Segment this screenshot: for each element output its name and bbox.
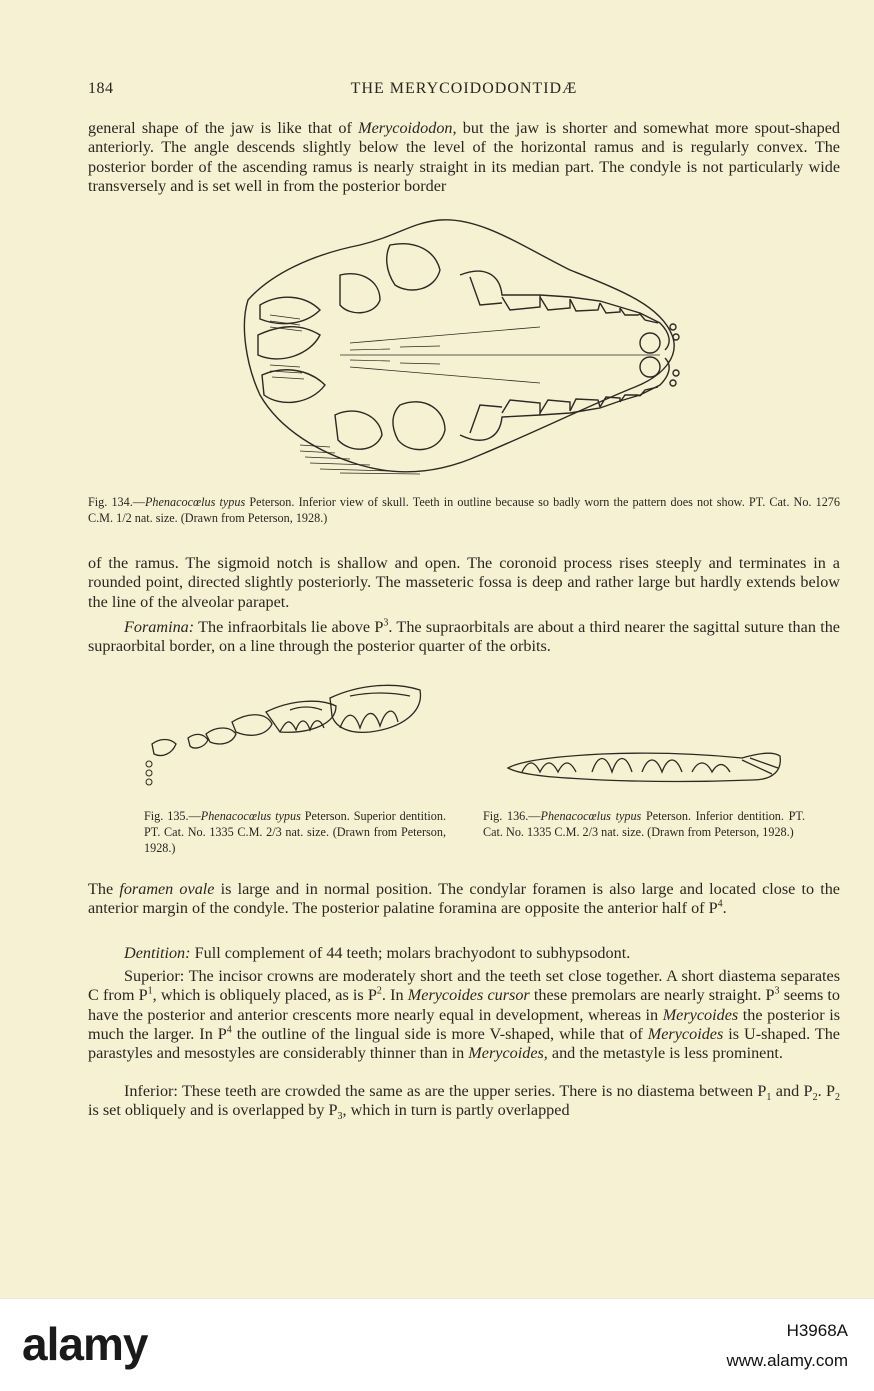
subscript: 2 <box>812 1092 818 1104</box>
paragraph-foramen-ovale <box>88 880 840 919</box>
superscript: 1 <box>147 985 153 997</box>
text-span: the posterior is much the larger. In P <box>88 1005 840 1043</box>
alamy-logo: alamy <box>22 1318 148 1370</box>
species-name: Phenacocœlus typus <box>540 809 642 823</box>
image-id: H3968A <box>786 1321 848 1340</box>
caption-text: Peterson. Inferior view of skull. Teeth in outline because so badly worn the pattern does not show. PT. Cat. No. 1276 C.M. 1/2 nat. size. (Drawn from Peterson, 1928.) <box>88 495 840 525</box>
subscript: 2 <box>835 1092 840 1104</box>
figure-135-caption <box>144 808 446 856</box>
skull-inferior-view-figure <box>240 215 680 480</box>
figure-label: Fig. 135.— <box>144 809 201 823</box>
text-span: and the metastyle is less prominent. <box>547 1044 783 1063</box>
text-span: but the jaw is shorter and somewhat more spout-shaped anteriorly. The angle descends slightly below the level of the horizontal ramus and is regularly convex. The posterior border of the ascending ramus is nearly straight in its median part. The condyle is not particularly wide transversely and is set well in from the posterior border <box>88 119 840 195</box>
genus-name: Merycoidodon, <box>358 119 457 137</box>
text-span: The infraorbitals lie above P <box>194 618 384 636</box>
superior-dentition-figure <box>140 672 430 790</box>
term: foramen ovale <box>119 880 215 898</box>
text-span: , which in turn is partly overlapped <box>342 1101 570 1120</box>
species-name: Phenacocœlus typus <box>144 495 246 509</box>
running-header <box>88 80 840 102</box>
text-span: . <box>722 899 727 918</box>
paragraph-ramus <box>88 554 840 612</box>
paragraph-dentition <box>88 944 840 963</box>
genus-name: Merycoides, <box>468 1044 548 1063</box>
paragraph-superior <box>88 967 840 1063</box>
text-span: . The supraorbitals are about a third nearer the sagittal suture than the supraorbital border, on a line through the posterior quarter of the orbits. <box>88 618 840 656</box>
text-span: The <box>88 880 120 898</box>
text-span: Inferior: These teeth are crowded the same as are the upper series. There is no diastema between P <box>124 1082 767 1100</box>
text-span: . P <box>817 1082 835 1100</box>
figure-label: Fig. 134.— <box>88 495 145 509</box>
genus-name: Merycoides <box>662 1005 739 1024</box>
text-span: the outline of the lingual side is more V-shaped, while that of <box>231 1024 648 1043</box>
text-span: general shape of the jaw is like that of <box>88 119 359 137</box>
figure-label: Fig. 136.— <box>483 809 541 823</box>
section-heading: Foramina: <box>124 618 195 636</box>
page-number: 184 <box>88 80 114 97</box>
text-span: Superior: The incisor crowns are moderately short and the teeth set close together. A short diastema separates C from P <box>88 967 840 1005</box>
website-url: www.alamy.com <box>726 1351 848 1370</box>
figure-134-caption <box>88 494 840 526</box>
text-span: seems to have the posterior and anterior crescents more nearly equal in development, whereas in <box>88 986 841 1024</box>
text-span: these premolars are nearly straight. P <box>529 986 775 1005</box>
subscript: 3 <box>337 1111 343 1123</box>
text-span: is U-shaped. The parastyles and mesostyles are considerably thinner than in <box>88 1024 840 1063</box>
text-span: and P <box>771 1082 813 1100</box>
superscript: 4 <box>717 898 723 910</box>
running-title: THE MERYCOIDODONTIDÆ <box>350 80 578 97</box>
caption-text: Peterson. Superior dentition. PT. Cat. No. 1335 C.M. 2/3 nat. size. (Drawn from Peterson, 1928.) <box>144 809 446 855</box>
superscript: 2 <box>376 985 382 997</box>
caption-text: Peterson. Inferior dentition. PT. Cat. No. 1335 C.M. 2/3 nat. size. (Drawn from Peterson, 1928.) <box>483 809 805 839</box>
subscript: 1 <box>766 1092 772 1104</box>
text-span: is large and in normal position. The condylar foramen is also large and located close to the anterior margin of the condyle. The posterior palatine foramina are opposite the anterior half of P <box>88 880 840 918</box>
paragraph-foramina <box>88 618 840 657</box>
text-span: . In <box>381 986 408 1005</box>
superscript: 3 <box>774 985 780 997</box>
text-span: is set obliquely and is overlapped by P <box>88 1101 338 1120</box>
paragraph-jaw <box>88 119 840 196</box>
text-span: , which is obliquely placed, as is P <box>152 986 377 1005</box>
stock-watermark-strip <box>0 1298 874 1391</box>
figure-136-caption <box>483 808 805 840</box>
paragraph-inferior <box>88 1082 840 1121</box>
superscript: 4 <box>226 1024 232 1036</box>
genus-name: Merycoides <box>647 1024 724 1043</box>
text-span: Full complement of 44 teeth; molars brachyodont to subhypsodont. <box>190 944 631 962</box>
section-heading: Dentition: <box>124 944 191 962</box>
paragraph-text: of the ramus. The sigmoid notch is shallow and open. The coronoid process rises steeply and terminates in a rounded point, directed slightly posteriorly. The masseteric fossa is deep and rather large but hardly extends below the line of the alveolar parapet. <box>88 554 840 611</box>
inferior-dentition-figure <box>502 746 784 788</box>
superscript: 3 <box>383 617 389 629</box>
genus-name: Merycoides cursor <box>407 986 530 1005</box>
species-name: Phenacocœlus typus <box>200 809 301 823</box>
